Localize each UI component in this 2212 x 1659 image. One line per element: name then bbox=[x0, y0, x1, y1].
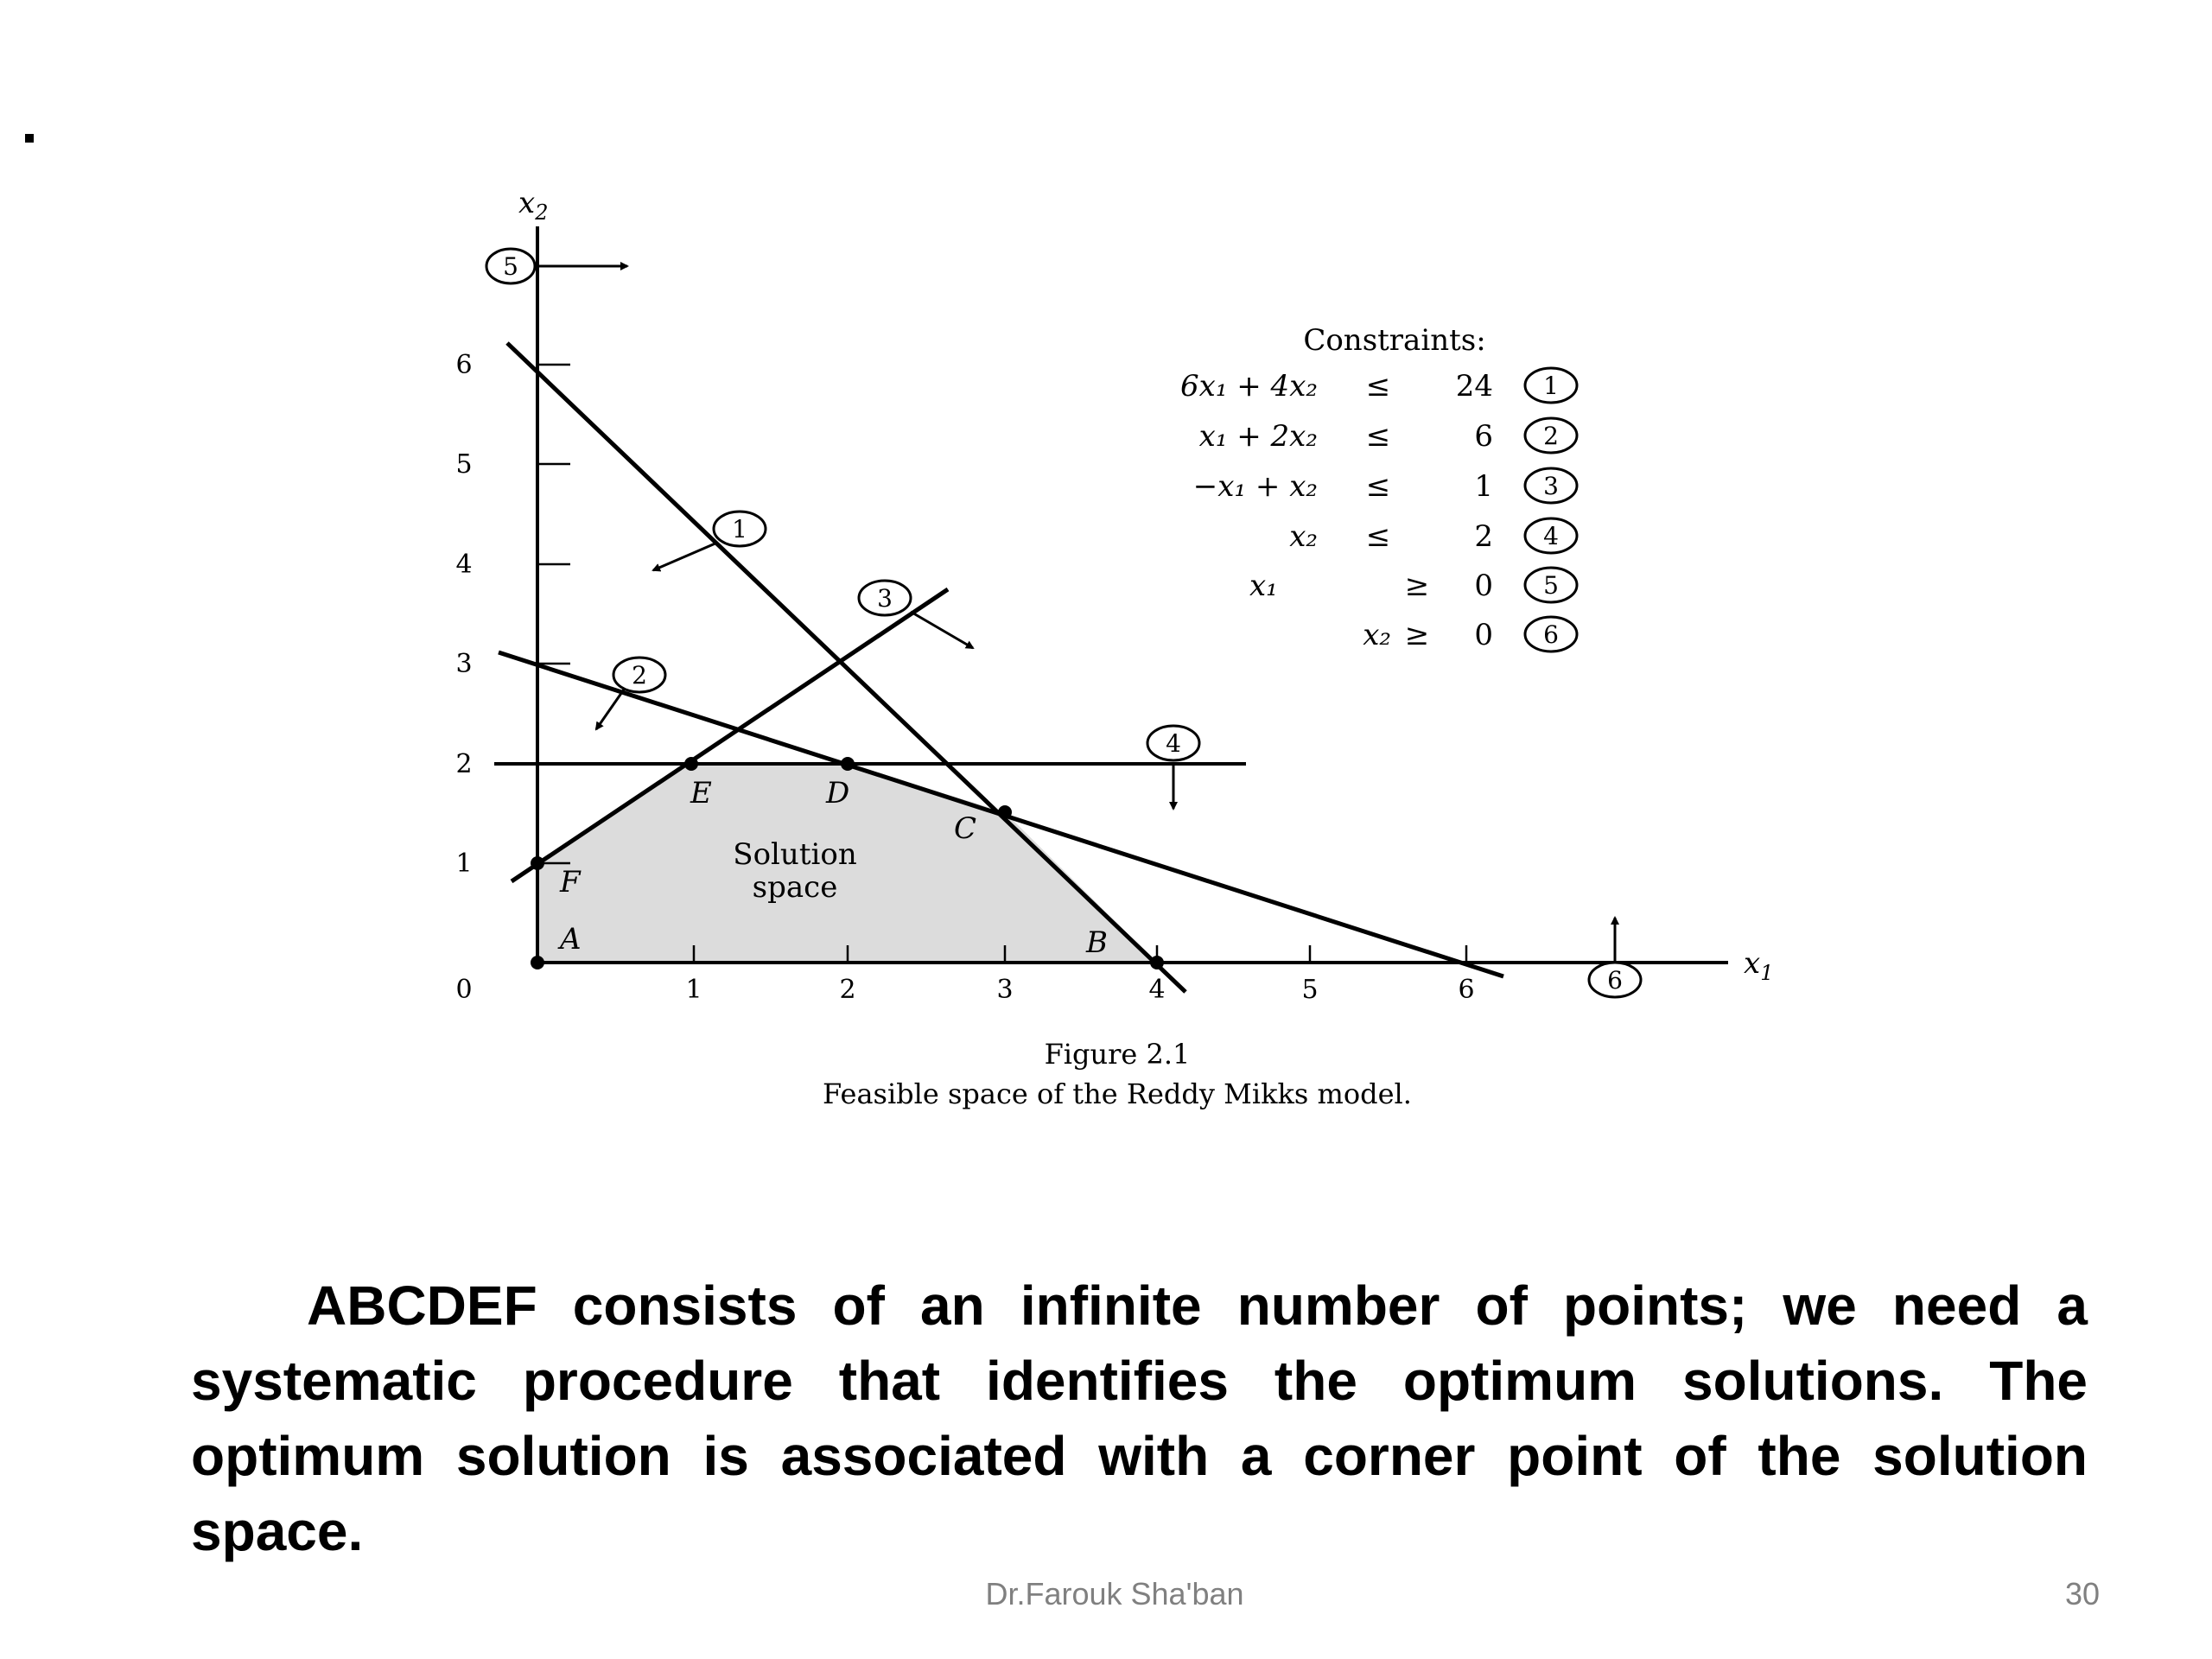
marker-6 bbox=[1589, 918, 1641, 997]
corner-label-d: D bbox=[826, 776, 850, 810]
svg-text:1: 1 bbox=[1543, 372, 1559, 400]
constraint-op: ≤ bbox=[1365, 469, 1391, 504]
x-tick-label: 1 bbox=[685, 975, 702, 1005]
x-tick-label: 4 bbox=[1148, 975, 1166, 1005]
constraint-op: ≤ bbox=[1365, 369, 1391, 404]
x-tick-label: 6 bbox=[1458, 975, 1475, 1005]
figure-caption-number: Figure 2.1 bbox=[1044, 1038, 1191, 1071]
y-ticks bbox=[537, 365, 570, 863]
corner-label-f: F bbox=[560, 865, 581, 899]
constraint-lhs: x₂ bbox=[1289, 519, 1318, 554]
constraint-lhs: x₁ bbox=[1249, 569, 1278, 603]
svg-text:3: 3 bbox=[1543, 472, 1559, 500]
x-tick-label: 2 bbox=[839, 975, 856, 1005]
y-tick-label: 2 bbox=[455, 749, 473, 779]
svg-text:4: 4 bbox=[1166, 729, 1181, 758]
x-tick-label: 5 bbox=[1301, 975, 1319, 1005]
svg-text:5: 5 bbox=[503, 252, 518, 281]
constraint-lhs: x₁ + 2x₂ bbox=[1198, 419, 1318, 454]
constraints-ids bbox=[1525, 368, 1577, 652]
constraint-rhs: 6 bbox=[1474, 419, 1493, 454]
constraint-lhs: −x₁ + x₂ bbox=[1192, 469, 1318, 504]
marker-5 bbox=[486, 249, 627, 283]
constraint-op: ≥ bbox=[1404, 569, 1430, 603]
corner-label-b: B bbox=[1086, 925, 1108, 960]
svg-text:3: 3 bbox=[877, 584, 893, 613]
corner-label-a: A bbox=[560, 922, 582, 957]
constraints-title: Constraints: bbox=[1303, 323, 1486, 358]
figure-caption-text: Feasible space of the Reddy Mikks model. bbox=[823, 1077, 1412, 1110]
constraint-op: ≤ bbox=[1365, 419, 1391, 454]
corner-label-c: C bbox=[954, 811, 977, 846]
solution-space-label-line1: Solution bbox=[733, 837, 857, 872]
corner-label-e: E bbox=[690, 776, 712, 810]
svg-text:4: 4 bbox=[1543, 522, 1559, 550]
constraint-lhs: x₂ bbox=[1363, 618, 1391, 652]
solution-space-label-line2: space bbox=[752, 870, 838, 905]
y-tick-label: 4 bbox=[455, 550, 473, 580]
x-axis-label: $x_1$ bbox=[1744, 946, 1774, 985]
constraint-rhs: 0 bbox=[1474, 569, 1493, 603]
y-tick-label: 6 bbox=[455, 350, 473, 380]
y-tick-label: 1 bbox=[455, 849, 473, 879]
constraint-op: ≤ bbox=[1365, 519, 1391, 554]
constraint-rhs: 1 bbox=[1474, 469, 1493, 504]
footer-author: Dr.Farouk Sha'ban bbox=[985, 1576, 1244, 1611]
y-tick-label: 3 bbox=[455, 649, 473, 679]
x-tick-label: 3 bbox=[996, 975, 1014, 1005]
constraint-op: ≥ bbox=[1404, 618, 1430, 652]
svg-text:6: 6 bbox=[1543, 620, 1559, 649]
svg-text:6: 6 bbox=[1607, 966, 1623, 995]
y-tick-label: 5 bbox=[455, 449, 473, 480]
constraint-rhs: 2 bbox=[1474, 519, 1493, 554]
marker-1 bbox=[653, 512, 766, 570]
constraint-rhs: 24 bbox=[1455, 369, 1493, 404]
constraints-list bbox=[1180, 369, 1493, 652]
constraint-rhs: 0 bbox=[1474, 618, 1493, 652]
footer-page-number: 30 bbox=[2064, 1576, 2100, 1611]
svg-text:2: 2 bbox=[1543, 422, 1559, 450]
origin-label: 0 bbox=[455, 975, 473, 1005]
svg-text:5: 5 bbox=[1543, 571, 1559, 600]
body-paragraph: ABCDEF consists of an infinite number of points; we need a systematic procedure that identifies the optimum solutions. The optimum solution is associated with a corner point of the solution space. bbox=[191, 1274, 2088, 1562]
marker-4 bbox=[1147, 726, 1199, 809]
svg-text:1: 1 bbox=[732, 515, 747, 543]
y-axis-label: $x_2$ bbox=[518, 186, 549, 225]
constraint-lhs: 6x₁ + 4x₂ bbox=[1180, 369, 1318, 404]
svg-text:2: 2 bbox=[632, 661, 647, 690]
